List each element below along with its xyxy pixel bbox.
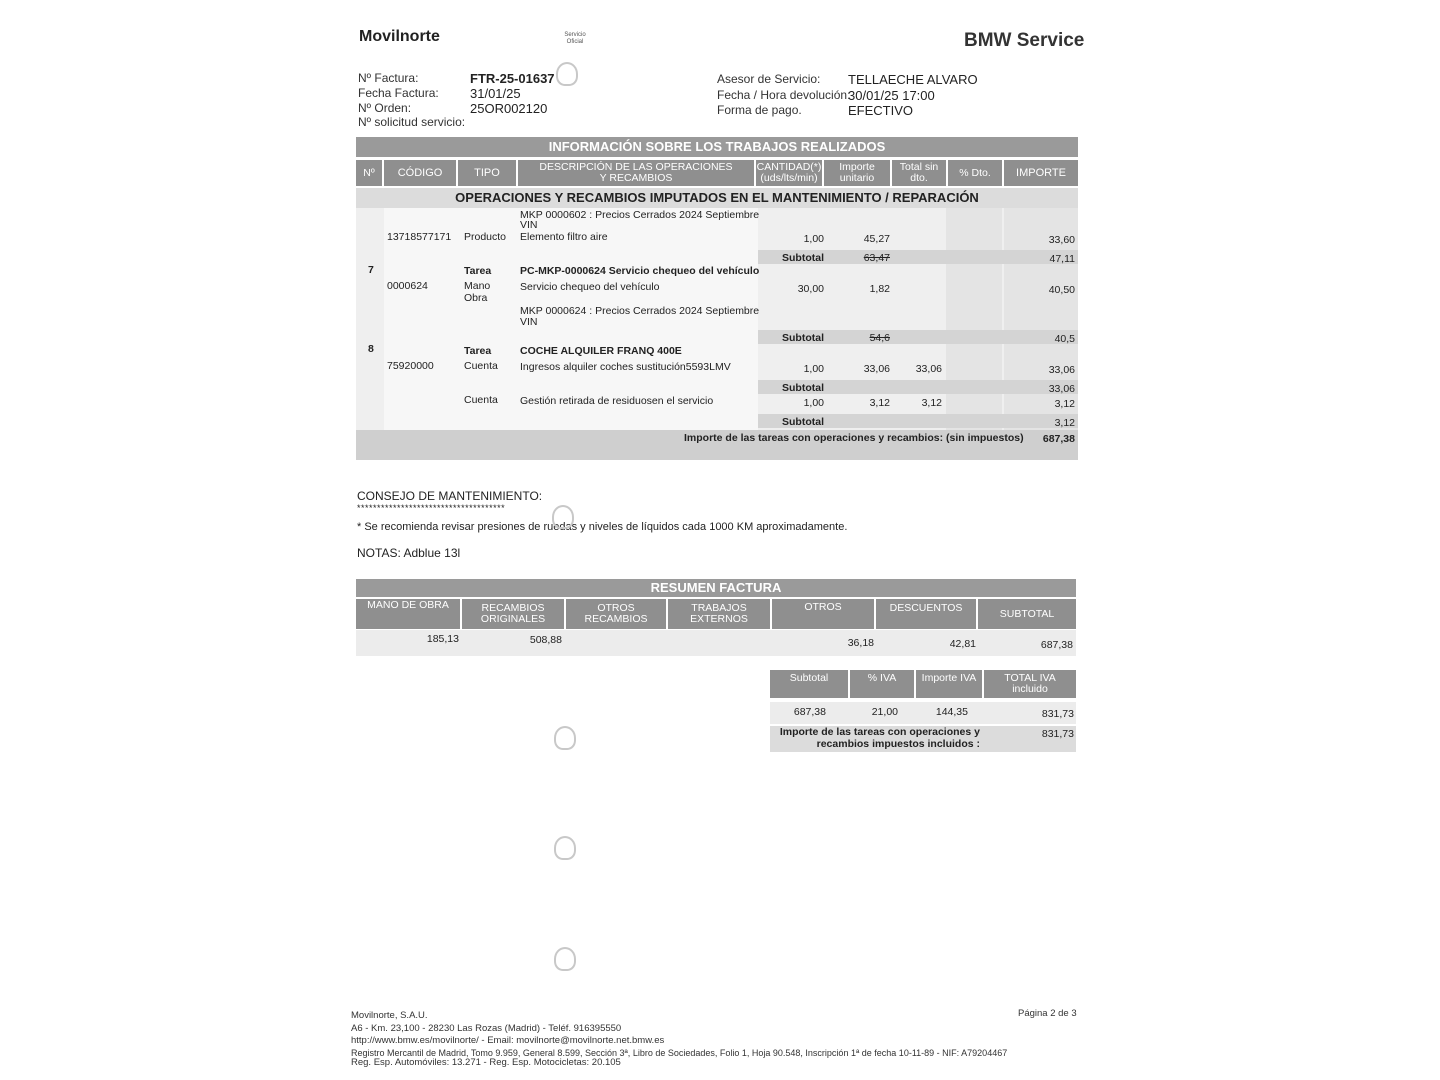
row4-amount: 3,12 (1054, 398, 1075, 410)
row1-desc-line1: MKP 0000602 : Precios Cerrados 2024 Septiembre (520, 209, 760, 221)
tax-final-value: 831,73 (1041, 728, 1074, 740)
works-total-label: Importe de las tareas con operaciones y recambios: (sin impuestos) (684, 432, 1024, 444)
tax-vat-percent-value: 21,00 (871, 706, 898, 718)
summary-header-others: OTROS (772, 599, 876, 629)
subtotal1-amount: 47,11 (1049, 253, 1075, 265)
works-total-amount: 687,38 (1042, 433, 1075, 445)
row1-code: 13718577171 (387, 231, 452, 243)
return-date-label: Fecha / Hora devolución: (717, 88, 851, 102)
payment-value: EFECTIVO (848, 103, 914, 118)
row4-quantity: 1,00 (803, 397, 824, 409)
row2-number: 7 (368, 264, 374, 276)
row2-type-line1: Mano (464, 280, 491, 292)
invoice-date-value: 31/01/25 (470, 86, 521, 101)
tax-header-subtotal: Subtotal (770, 670, 850, 698)
col-header-quantity: CANTIDAD(*) (uds/lts/min) (756, 160, 824, 186)
discount-column-band (946, 208, 1002, 430)
col-header-discount: % Dto. (948, 160, 1004, 186)
stamp-mark (554, 726, 576, 750)
subtotal1-label: Subtotal (782, 252, 824, 264)
row3-code: 75920000 (387, 360, 434, 372)
tax-header-row (770, 670, 1076, 698)
subtotal4-label: Subtotal (782, 416, 824, 428)
summary-labor-value: 185,13 (426, 633, 459, 645)
summary-original-parts-value: 508,88 (529, 634, 562, 646)
tax-header-total-with-vat: TOTAL IVA incluido (984, 670, 1076, 698)
advice-text: * Se recomienda revisar presiones de ruedas y niveles de líquidos cada 1000 KM aproximadamente. (357, 521, 848, 533)
return-date-value: 30/01/25 17:00 (848, 88, 935, 103)
advisor-label: Asesor de Servicio: (717, 72, 821, 86)
summary-discounts-value: 42,81 (949, 638, 976, 650)
company-name: Movilnorte (359, 28, 440, 45)
footer-web-email: http://www.bmw.es/movilnorte/ - Email: movilnorte@movilnorte.net.bmw.es (351, 1035, 665, 1046)
summary-header-other-parts: OTROS RECAMBIOS (566, 599, 668, 629)
stamp-mark (556, 62, 578, 86)
row1-type: Producto (464, 231, 507, 243)
order-number-label: Nº Orden: (358, 101, 412, 115)
row4-total: 3,12 (921, 397, 942, 409)
row3-type-task: Tarea (464, 345, 492, 357)
col-header-unit-price: Importe unitario (824, 160, 892, 186)
col-header-number: Nº (356, 160, 384, 186)
tax-vat-amount-value: 144,35 (935, 706, 968, 718)
row4-unit-price: 3,12 (869, 397, 890, 409)
tax-total-value: 831,73 (1041, 708, 1074, 720)
row2-type-line2: Obra (464, 292, 488, 304)
row1-amount: 33,60 (1048, 234, 1075, 246)
summary-header-subtotal: SUBTOTAL (978, 599, 1076, 629)
col-header-description: DESCRIPCIÓN DE LAS OPERACIONES Y RECAMBIOS (518, 160, 756, 186)
col-header-total-no-discount: Total sin dto. (892, 160, 948, 186)
summary-header-discounts: DESCUENTOS (876, 599, 978, 629)
service-request-label: Nº solicitud servicio: (358, 115, 466, 129)
bmw-service-brand: BMW Service (964, 30, 1085, 51)
tax-final-label-line1: Importe de las tareas con operaciones y (779, 726, 980, 738)
row3-type: Cuenta (464, 360, 498, 372)
works-table-header (356, 160, 1078, 186)
works-section-title: INFORMACIÓN SOBRE LOS TRABAJOS REALIZADOS (356, 137, 1078, 157)
advice-title: CONSEJO DE MANTENIMIENTO: (357, 489, 543, 503)
col-header-type: TIPO (458, 160, 518, 186)
row3-number: 8 (368, 343, 374, 355)
footer-registry: Registro Mercantil de Madrid, Tomo 9.959, General 8.599, Sección 3ª, Libro de Sociedades, Folio 1, Hoja 90.548, Inscripción 1ª de fecha 10-11-89 - NIF: A79204467 (351, 1048, 1008, 1058)
stamp-mark (554, 836, 576, 860)
row1-unit-price: 45,27 (863, 233, 890, 245)
row2-code: 0000624 (387, 280, 428, 292)
summary-header-external-works: TRABAJOS EXTERNOS (668, 599, 772, 629)
summary-header-original-parts: RECAMBIOS ORIGINALES (462, 599, 566, 629)
row2-desc-line3: MKP 0000624 : Precios Cerrados 2024 Septiembre (520, 305, 760, 317)
row3-desc: Ingresos alquiler coches sustitución5593LMV (520, 361, 731, 373)
summary-others-value: 36,18 (847, 637, 874, 649)
operations-section-title: OPERACIONES Y RECAMBIOS IMPUTADOS EN EL MANTENIMIENTO / REPARACIÓN (455, 190, 979, 205)
summary-subtotal-value: 687,38 (1040, 639, 1073, 651)
tax-header-vat-amount: Importe IVA (916, 670, 984, 698)
col-header-code: CÓDIGO (384, 160, 458, 186)
row2-desc-line4: VIN (520, 316, 538, 328)
notes-text: NOTAS: Adblue 13l (357, 546, 461, 560)
advice-stars: ************************************* (357, 503, 506, 513)
row2-desc: Servicio chequeo del vehículo (520, 281, 660, 293)
footer-special-registry: Reg. Esp. Automóviles: 13.271 - Reg. Esp. Motocicletas: 20.105 (351, 1057, 621, 1068)
subtotal3-amount: 33,06 (1048, 383, 1075, 395)
row1-desc-line3: Elemento filtro aire (520, 231, 608, 243)
row3-quantity: 1,00 (803, 363, 824, 375)
row2-task-title: PC-MKP-0000624 Servicio chequeo del vehículo (520, 265, 760, 277)
invoice-number-label: Nº Factura: (358, 71, 419, 85)
subtotal3-label: Subtotal (782, 382, 824, 394)
payment-label: Forma de pago. (717, 103, 802, 117)
subtotal2-amount: 40,5 (1054, 333, 1075, 345)
row4-type: Cuenta (464, 394, 498, 406)
order-number-value: 25OR002120 (470, 101, 548, 116)
tax-subtotal-value: 687,38 (793, 706, 826, 718)
invoice-date-label: Fecha Factura: (358, 86, 439, 100)
row1-quantity: 1,00 (803, 233, 824, 245)
footer-address: A6 - Km. 23,100 - 28230 Las Rozas (Madrid) - Teléf. 916395550 (351, 1023, 622, 1034)
subtotal2-label: Subtotal (782, 332, 824, 344)
tax-final-label-line2: recambios impuestos incluidos : (816, 738, 980, 750)
page-number: Página 2 de 3 (1018, 1008, 1077, 1019)
row2-unit-price: 1,82 (869, 283, 890, 295)
stamp-mark (554, 947, 576, 971)
row3-unit-price: 33,06 (863, 363, 890, 375)
summary-header-labor: MANO DE OBRA (356, 599, 462, 629)
summary-title: RESUMEN FACTURA (356, 579, 1076, 597)
subtotal2-total: 54,6 (869, 332, 890, 344)
row1-desc-line2: VIN (520, 219, 538, 231)
row2-quantity: 30,00 (797, 283, 824, 295)
footer-company: Movilnorte, S.A.U. (351, 1010, 428, 1021)
row3-task-title: COCHE ALQUILER FRANQ 400E (520, 345, 682, 357)
summary-values-row (356, 630, 1076, 656)
tax-values-row (770, 702, 1076, 724)
tax-header-vat-percent: % IVA (850, 670, 916, 698)
subtotal4-amount: 3,12 (1054, 417, 1075, 429)
col-header-amount: IMPORTE (1004, 160, 1078, 186)
summary-header-row (356, 599, 1076, 629)
tax-final-row (770, 726, 1076, 752)
row4-desc: Gestión retirada de residuosen el servicio (520, 395, 714, 407)
advisor-value: TELLAECHE ALVARO (848, 72, 978, 87)
row3-total: 33,06 (915, 363, 942, 375)
subtotal1-total: 63,47 (863, 252, 890, 264)
row3-amount: 33,06 (1048, 364, 1075, 376)
row2-amount: 40,50 (1048, 284, 1075, 296)
stamp-mark (552, 505, 574, 529)
invoice-number-value: FTR-25-01637 (470, 71, 555, 86)
official-service-label: Servicio Oficial (564, 32, 586, 45)
row2-type-task: Tarea (464, 265, 492, 277)
